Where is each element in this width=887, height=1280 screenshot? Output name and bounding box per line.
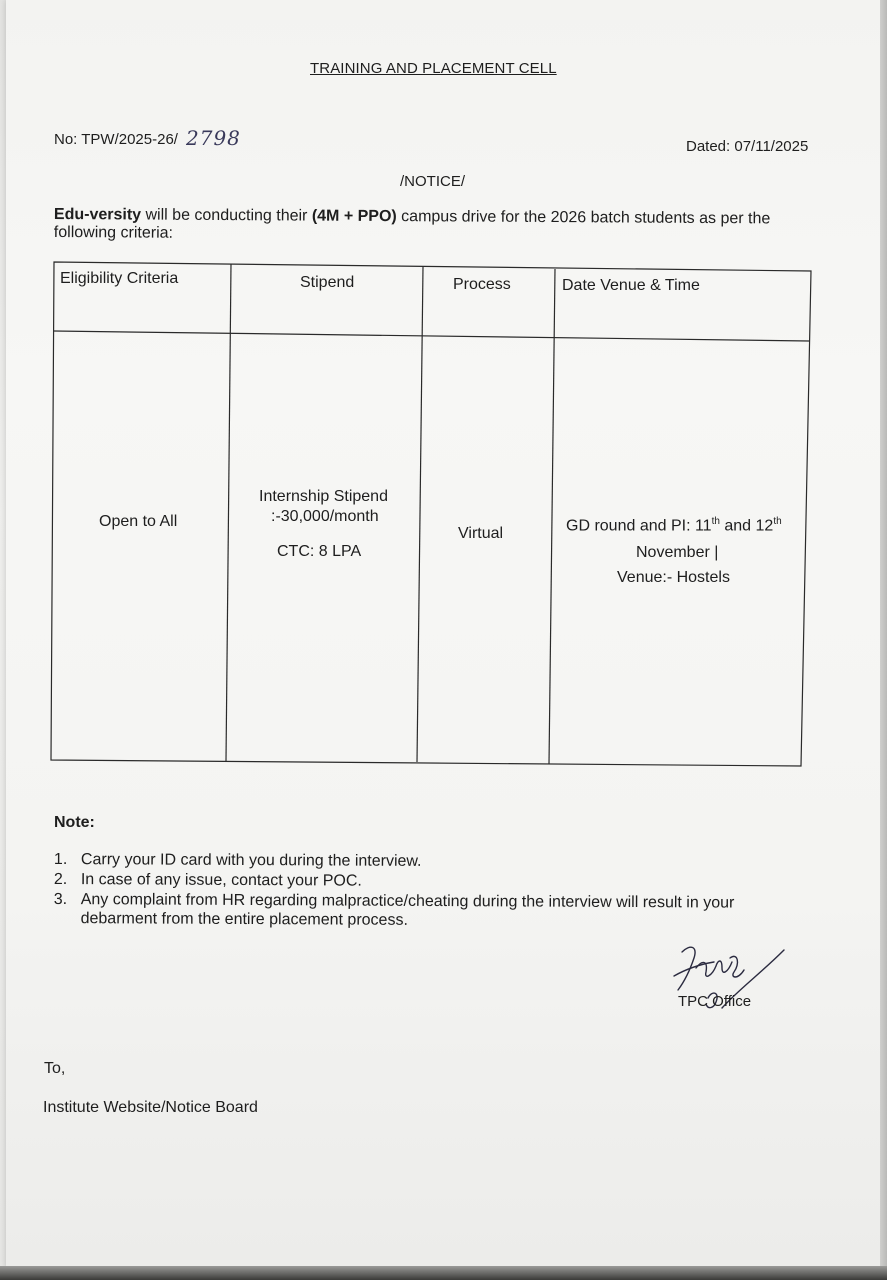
- cell-stipend-line1: Internship Stipend: [259, 488, 388, 505]
- signature-stroke-4: [730, 956, 744, 977]
- to-label: To,: [44, 1060, 66, 1077]
- note-text: In case of any issue, contact your POC.: [80, 871, 362, 890]
- note-number: 2.: [53, 870, 68, 889]
- page-heading: TRAINING AND PLACEMENT CELL: [310, 60, 557, 77]
- column-divider-3: [549, 269, 555, 764]
- cell-schedule-line2: November |: [636, 544, 719, 561]
- recipient: Institute Website/Notice Board: [43, 1099, 258, 1116]
- cell-stipend-line2: :-30,000/month: [271, 508, 379, 525]
- note-item: [54, 850, 784, 873]
- column-divider-1: [226, 264, 231, 761]
- notes-list: [54, 850, 784, 933]
- signature-stroke-1: [678, 947, 695, 990]
- note-item: [54, 870, 784, 893]
- cell-venue: Venue:- Hostels: [617, 569, 730, 586]
- header-eligibility: Eligibility Criteria: [60, 270, 179, 287]
- schedule-mid: and 12: [719, 517, 774, 535]
- note-number: 1.: [53, 851, 68, 869]
- cell-process: Virtual: [458, 525, 504, 542]
- schedule-sup-1: th: [711, 516, 720, 527]
- intro-text-2: campus drive for the 2026 batch students as per the following criteria:: [53, 208, 771, 242]
- header-date-venue-time: Date Venue & Time: [562, 277, 700, 294]
- company-name: Edu-versity: [53, 206, 142, 224]
- signature-label: TPC Office: [678, 993, 752, 1010]
- cell-schedule-line1: [566, 516, 782, 535]
- notes-label: Note:: [54, 814, 95, 831]
- schedule-prefix: GD round and PI: 11: [566, 517, 712, 535]
- cell-eligibility: Open to All: [99, 513, 178, 530]
- signature-stroke-2: [674, 962, 714, 976]
- note-text: Carry your ID card with you during the interview.: [80, 851, 422, 870]
- note-text: Any complaint from HR regarding malpractice/cheating during the interview will result in your debarment from the entire placement process.: [80, 891, 735, 929]
- note-number: 3.: [53, 890, 68, 909]
- program-name: (4M + PPO): [311, 207, 397, 226]
- notice-title: /NOTICE/: [400, 173, 466, 190]
- signature-stroke-3: [696, 961, 732, 976]
- reference-number-handwritten: 2798: [186, 126, 241, 150]
- header-process: Process: [453, 276, 511, 293]
- schedule-sup-2: th: [773, 516, 782, 527]
- note-item: [54, 890, 784, 932]
- cell-ctc: CTC: 8 LPA: [277, 543, 362, 560]
- intro-text-1: will be conducting their: [141, 206, 312, 225]
- date-line: Dated: 07/11/2025: [686, 138, 809, 155]
- header-stipend: Stipend: [300, 274, 355, 291]
- column-divider-2: [417, 267, 423, 762]
- reference-number: No: TPW/2025-26/: [54, 131, 178, 148]
- header-row-divider: [54, 331, 809, 341]
